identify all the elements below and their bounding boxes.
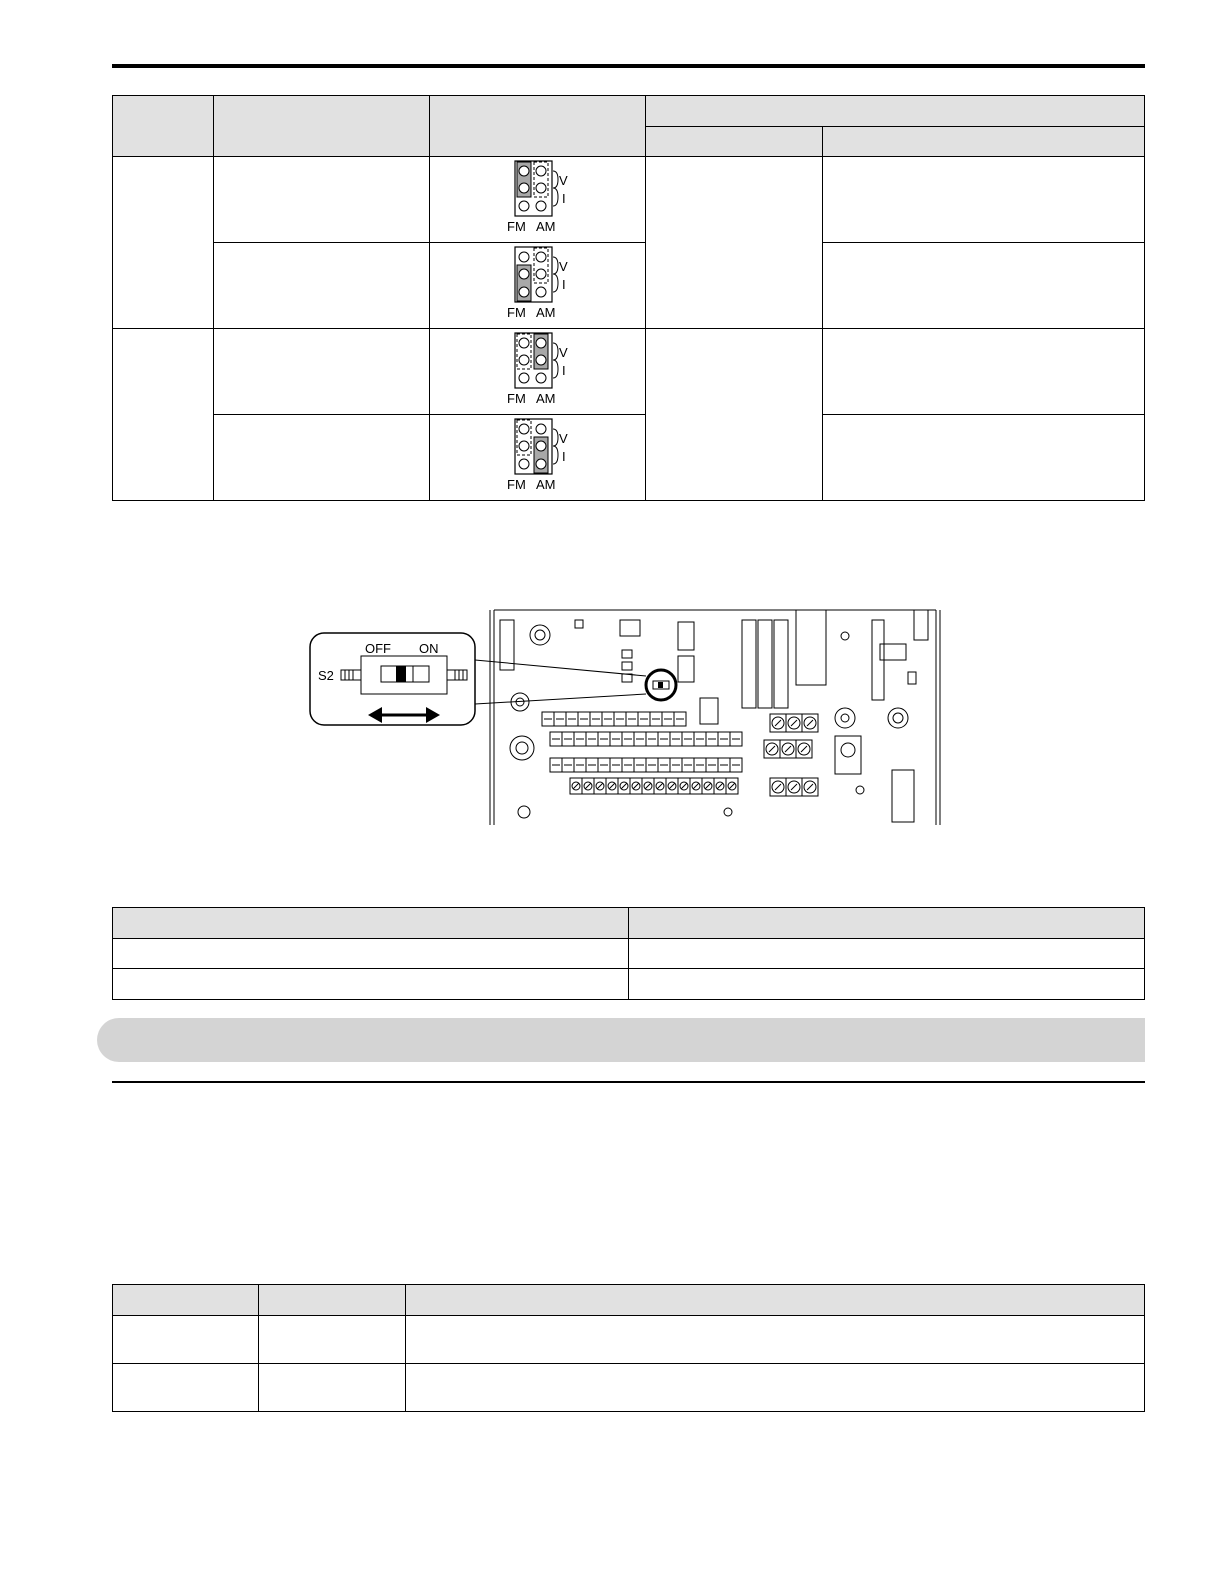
output-cell (213, 415, 429, 501)
header-cell (628, 908, 1145, 939)
switch-name-label: S2 (318, 668, 334, 683)
on-label: ON (419, 641, 439, 656)
header-cell-terminal (113, 96, 214, 157)
current-label: I (562, 449, 566, 464)
header-cell-params (646, 96, 1145, 127)
control-board-illustration (490, 610, 940, 825)
terminal-cell-am (113, 329, 214, 501)
bottom-table (112, 1284, 1145, 1412)
header-cell-param-setting (823, 127, 1145, 157)
s2-setting-table (112, 907, 1145, 1000)
terminal-blocks (542, 712, 818, 796)
output-cell (213, 157, 429, 243)
table-cell (113, 1364, 259, 1412)
switch-knob (396, 666, 406, 682)
output-cell (213, 243, 429, 329)
fm-label: FM (507, 305, 526, 320)
fm-label: FM (507, 219, 526, 234)
fm-label: FM (507, 477, 526, 492)
voltage-label: V (559, 259, 568, 274)
header-cell (405, 1285, 1144, 1316)
fm-label: FM (507, 391, 526, 406)
am-label: AM (536, 391, 556, 406)
section-rule (112, 1081, 1145, 1083)
table-cell (258, 1316, 405, 1364)
s2-dip-switch-callout (310, 633, 475, 725)
param-no-cell-fm (646, 157, 823, 329)
jumper-diagram-4 (500, 418, 590, 496)
voltage-label: V (559, 431, 568, 446)
header-rule (112, 64, 1145, 68)
header-cell (113, 1285, 259, 1316)
output-cell (213, 329, 429, 415)
table-cell (628, 969, 1145, 1000)
table-cell (405, 1364, 1144, 1412)
table-cell (405, 1316, 1144, 1364)
header-cell (258, 1285, 405, 1316)
voltage-label: V (559, 173, 568, 188)
am-label: AM (536, 477, 556, 492)
current-label: I (562, 363, 566, 378)
param-setting-cell (823, 415, 1145, 501)
jumper-diagram-3 (500, 332, 590, 410)
table-cell (113, 939, 629, 969)
header-cell-param-no (646, 127, 823, 157)
am-label: AM (536, 219, 556, 234)
jumper-setting-table (112, 95, 1145, 501)
jumper-diagram-2 (500, 246, 590, 324)
jumper-diagram-1 (500, 160, 590, 238)
section-heading-bar (97, 1018, 1145, 1062)
header-cell-output (213, 96, 429, 157)
s2-location-figure (300, 600, 950, 830)
current-label: I (562, 277, 566, 292)
table-cell (113, 1316, 259, 1364)
header-cell-jumper (429, 96, 646, 157)
header-cell (113, 908, 629, 939)
voltage-label: V (559, 345, 568, 360)
param-setting-cell (823, 243, 1145, 329)
param-setting-cell (823, 157, 1145, 243)
table-cell (258, 1364, 405, 1412)
current-label: I (562, 191, 566, 206)
terminal-cell-fm (113, 157, 214, 329)
table-cell (113, 969, 629, 1000)
am-label: AM (536, 305, 556, 320)
off-label: OFF (365, 641, 391, 656)
param-no-cell-am (646, 329, 823, 501)
param-setting-cell (823, 329, 1145, 415)
table-cell (628, 939, 1145, 969)
